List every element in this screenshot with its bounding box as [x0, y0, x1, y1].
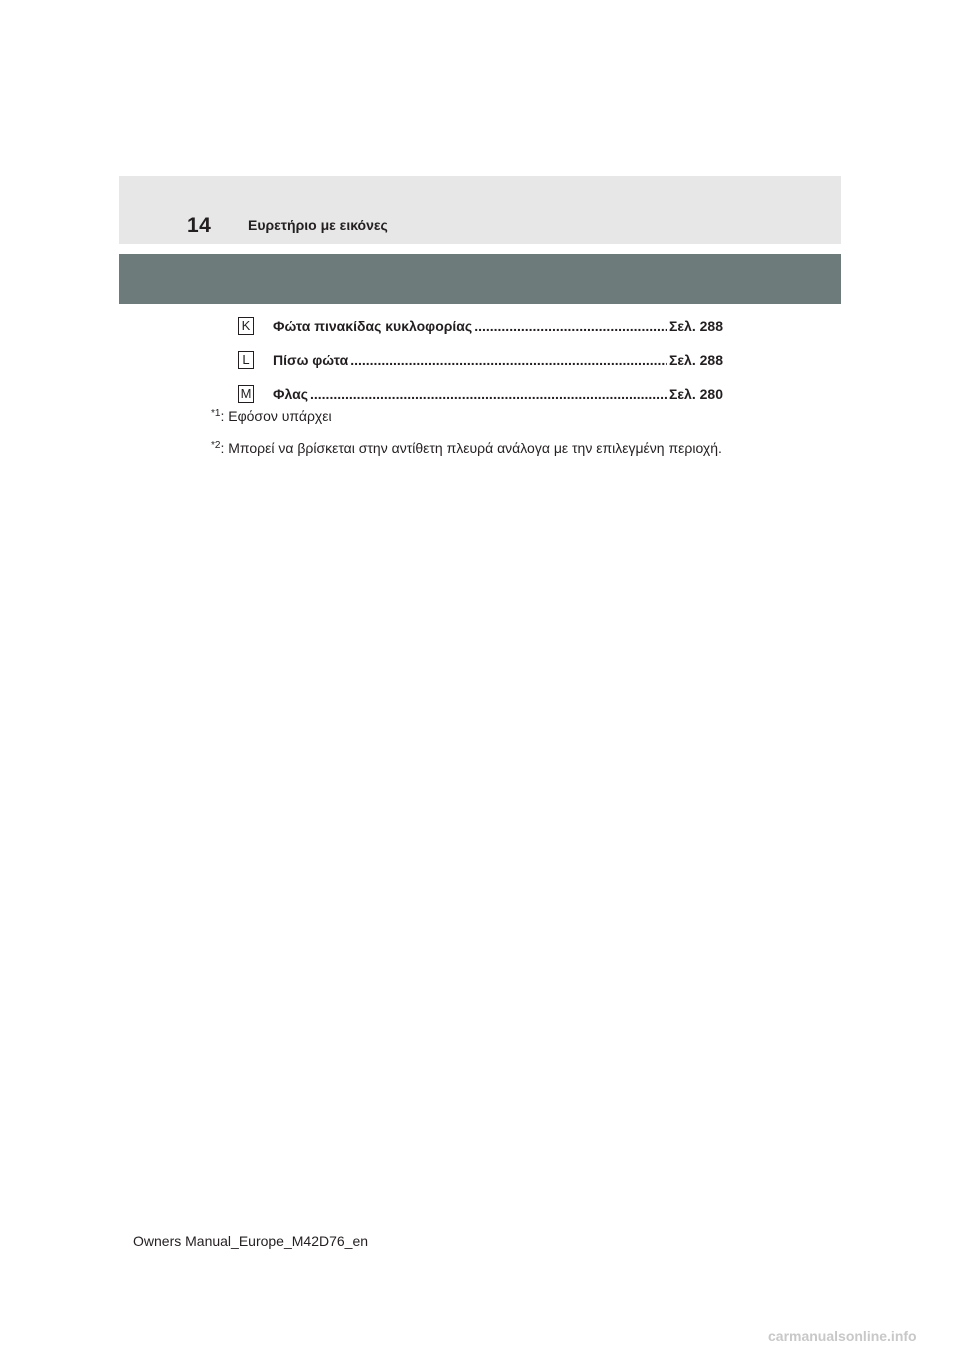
footnote-2 [211, 440, 722, 460]
footnotes [211, 408, 722, 472]
watermark-link[interactable]: carmanualsonline.info [768, 1328, 917, 1344]
index-entry-l [238, 350, 723, 370]
header-band [119, 176, 841, 244]
page-number: 14 [187, 214, 212, 237]
footnote-1 [211, 408, 722, 428]
dot-leader [310, 386, 667, 402]
entry-letter-badge: M [238, 385, 254, 403]
page-footer: Owners Manual_Europe_M42D76_en [133, 1233, 369, 1249]
index-entries [238, 316, 723, 418]
dot-leader [474, 318, 667, 334]
footnote-text: : Εφόσον υπάρχει [220, 408, 332, 424]
footnote-marker: *1 [211, 408, 221, 419]
entry-page-reference: Σελ. 288 [669, 318, 723, 334]
entry-label: Φώτα πινακίδας κυκλοφορίας [273, 318, 473, 334]
entry-page-reference: Σελ. 280 [669, 386, 723, 402]
entry-label: Φλας [273, 386, 308, 402]
section-title: Ευρετήριο με εικόνες [248, 217, 388, 233]
index-entry-m [238, 384, 723, 404]
index-entry-k [238, 316, 723, 336]
footnote-text: : Μπορεί να βρίσκεται στην αντίθετη πλευρά ανάλογα με την επιλεγμένη περιοχή. [220, 440, 722, 456]
entry-page-reference: Σελ. 288 [669, 352, 723, 368]
dot-leader [350, 352, 667, 368]
entry-label: Πίσω φώτα [273, 352, 349, 368]
section-band [119, 254, 841, 304]
entry-letter-badge: K [238, 317, 254, 335]
footnote-marker: *2 [211, 440, 221, 451]
entry-letter-badge: L [238, 351, 254, 369]
